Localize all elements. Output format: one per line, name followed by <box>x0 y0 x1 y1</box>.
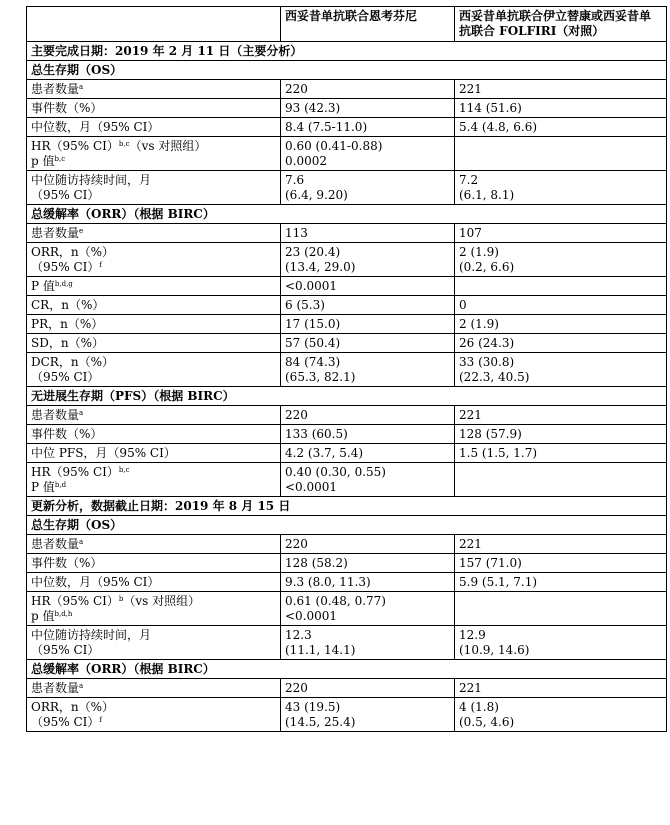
value-line: (6.1, 8.1) <box>459 188 515 202</box>
label-text: HR（95% CI） <box>31 465 119 479</box>
value-line: (22.3, 40.5) <box>459 370 530 384</box>
table-row <box>27 444 667 463</box>
label-text: 中位数，月（95% CI） <box>31 575 160 589</box>
row-label <box>27 626 281 660</box>
table-header-row <box>27 7 667 42</box>
label-line <box>31 317 276 332</box>
row-label <box>27 406 281 425</box>
row-label <box>27 277 281 296</box>
value-line: 0 <box>459 298 467 312</box>
value-line: 12.3 <box>285 628 312 642</box>
value-line: 221 <box>459 82 482 96</box>
footnote-marker: a <box>79 409 84 417</box>
label-text: p 值 <box>31 609 55 623</box>
label-line <box>31 173 276 188</box>
footnote-marker: a <box>79 538 84 546</box>
value-control <box>455 99 667 118</box>
label-text: SD，n（%） <box>31 336 104 350</box>
label-line <box>31 465 276 480</box>
section-row <box>27 660 667 679</box>
value-encorafenib-cetuximab <box>281 626 455 660</box>
row-label <box>27 80 281 99</box>
value-control <box>455 80 667 99</box>
value-encorafenib-cetuximab <box>281 425 455 444</box>
table-row <box>27 425 667 444</box>
table-row <box>27 118 667 137</box>
value-line: (0.5, 4.6) <box>459 715 515 729</box>
value-encorafenib-cetuximab <box>281 334 455 353</box>
value-line: 5.4 (4.8, 6.6) <box>459 120 538 134</box>
row-label <box>27 171 281 205</box>
label-line <box>31 700 276 715</box>
section-heading: 总缓解率（ORR）（根据 BIRC） <box>27 205 667 224</box>
footnote-marker: f <box>99 261 103 269</box>
value-line: (6.4, 9.20) <box>285 188 348 202</box>
value-line: 33 (30.8) <box>459 355 515 369</box>
value-encorafenib-cetuximab <box>281 80 455 99</box>
label-text: 中位 PFS，月（95% CI） <box>31 446 176 460</box>
value-control <box>455 315 667 334</box>
label-text: 事件数（%） <box>31 427 103 441</box>
table-row <box>27 626 667 660</box>
row-label <box>27 353 281 387</box>
value-encorafenib-cetuximab <box>281 99 455 118</box>
value-line: 5.9 (5.1, 7.1) <box>459 575 538 589</box>
value-line: 2 (1.9) <box>459 245 499 259</box>
efficacy-results-table <box>26 6 667 732</box>
table-row <box>27 554 667 573</box>
value-line: 133 (60.5) <box>285 427 348 441</box>
table-row <box>27 277 667 296</box>
footnote-marker: b,d <box>54 481 67 489</box>
label-line <box>31 120 276 135</box>
value-control <box>455 554 667 573</box>
label-line <box>31 715 276 730</box>
label-text: 患者数量 <box>31 681 80 695</box>
value-line: (0.2, 6.6) <box>459 260 515 274</box>
row-label <box>27 137 281 171</box>
label-line <box>31 408 276 423</box>
table-row <box>27 137 667 171</box>
label-line <box>31 594 276 609</box>
value-encorafenib-cetuximab <box>281 444 455 463</box>
label-line <box>31 628 276 643</box>
value-line: 1.5 (1.5, 1.7) <box>459 446 538 460</box>
header-col-control: 西妥昔单抗联合伊立替康或西妥昔单抗联合 FOLFIRI（对照） <box>455 7 667 42</box>
row-label <box>27 334 281 353</box>
value-line: <0.0001 <box>285 609 338 623</box>
value-line: 23 (20.4) <box>285 245 341 259</box>
section-row <box>27 42 667 61</box>
label-text: 中位数，月（95% CI） <box>31 120 160 134</box>
label-line <box>31 154 276 169</box>
footnote-marker: b <box>118 595 124 603</box>
value-line: (13.4, 29.0) <box>285 260 356 274</box>
row-label <box>27 224 281 243</box>
row-label <box>27 425 281 444</box>
table-row <box>27 334 667 353</box>
value-line: 2 (1.9) <box>459 317 499 331</box>
footnote-marker: f <box>99 716 103 724</box>
row-label <box>27 444 281 463</box>
footnote-marker: b,c <box>118 140 130 148</box>
row-label <box>27 463 281 497</box>
value-line: 7.6 <box>285 173 305 187</box>
table-row <box>27 171 667 205</box>
label-text: 患者数量 <box>31 82 80 96</box>
value-line: 0.0002 <box>285 154 327 168</box>
value-encorafenib-cetuximab <box>281 698 455 732</box>
label-text: HR（95% CI） <box>31 594 119 608</box>
label-line <box>31 260 276 275</box>
section-row <box>27 497 667 516</box>
section-heading: 更新分析，数据截止日期：2019 年 8 月 15 日 <box>27 497 667 516</box>
table-row <box>27 80 667 99</box>
value-encorafenib-cetuximab <box>281 277 455 296</box>
section-heading: 总缓解率（ORR）（根据 BIRC） <box>27 660 667 679</box>
label-text: 事件数（%） <box>31 101 103 115</box>
label-line <box>31 681 276 696</box>
table-row <box>27 698 667 732</box>
footnote-marker: b,d,h <box>54 610 73 618</box>
table-row <box>27 353 667 387</box>
label-line <box>31 279 276 294</box>
label-text: 患者数量 <box>31 408 80 422</box>
row-label <box>27 315 281 334</box>
value-line: 57 (50.4) <box>285 336 341 350</box>
label-line <box>31 537 276 552</box>
footnote-marker: a <box>79 83 84 91</box>
label-line <box>31 188 276 203</box>
table-row <box>27 99 667 118</box>
footnote-marker: b,d,g <box>54 280 73 288</box>
value-line: 9.3 (8.0, 11.3) <box>285 575 371 589</box>
value-control <box>455 406 667 425</box>
label-line <box>31 609 276 624</box>
value-encorafenib-cetuximab <box>281 535 455 554</box>
header-col-label <box>27 7 281 42</box>
label-line <box>31 226 276 241</box>
value-control <box>455 118 667 137</box>
value-line: 93 (42.3) <box>285 101 341 115</box>
table-row <box>27 224 667 243</box>
value-line: 221 <box>459 408 482 422</box>
value-control <box>455 573 667 592</box>
section-row <box>27 516 667 535</box>
value-control <box>455 679 667 698</box>
footnote-marker: b,c <box>118 466 130 474</box>
label-line <box>31 298 276 313</box>
label-line <box>31 139 276 154</box>
value-encorafenib-cetuximab <box>281 137 455 171</box>
value-line: 84 (74.3) <box>285 355 341 369</box>
value-encorafenib-cetuximab <box>281 224 455 243</box>
label-line <box>31 370 276 385</box>
value-line: 221 <box>459 681 482 695</box>
value-line: 0.61 (0.48, 0.77) <box>285 594 386 608</box>
label-line <box>31 336 276 351</box>
label-text: DCR，n（%） <box>31 355 114 369</box>
value-control <box>455 425 667 444</box>
table-row <box>27 679 667 698</box>
value-encorafenib-cetuximab <box>281 592 455 626</box>
value-control <box>455 224 667 243</box>
label-text: （vs 对照组） <box>123 594 201 608</box>
value-encorafenib-cetuximab <box>281 406 455 425</box>
label-text: （95% CI） <box>31 188 100 202</box>
label-line <box>31 446 276 461</box>
footnote-marker: b,c <box>54 155 66 163</box>
footnote-marker: e <box>79 227 84 235</box>
label-text: （vs 对照组） <box>129 139 207 153</box>
label-line <box>31 556 276 571</box>
value-line: 8.4 (7.5-11.0) <box>285 120 368 134</box>
label-text: CR，n（%） <box>31 298 105 312</box>
value-control <box>455 463 667 497</box>
value-encorafenib-cetuximab <box>281 463 455 497</box>
label-text: HR（95% CI） <box>31 139 119 153</box>
value-control <box>455 353 667 387</box>
row-label <box>27 592 281 626</box>
label-line <box>31 643 276 658</box>
value-line: <0.0001 <box>285 480 338 494</box>
value-line: 26 (24.3) <box>459 336 515 350</box>
row-label <box>27 535 281 554</box>
label-line <box>31 480 276 495</box>
value-line: (65.3, 82.1) <box>285 370 356 384</box>
value-control <box>455 171 667 205</box>
row-label <box>27 118 281 137</box>
value-line: 220 <box>285 82 308 96</box>
label-line <box>31 427 276 442</box>
label-text: 事件数（%） <box>31 556 103 570</box>
value-encorafenib-cetuximab <box>281 679 455 698</box>
label-text: （95% CI） <box>31 260 100 274</box>
row-label <box>27 554 281 573</box>
value-line: 6 (5.3) <box>285 298 325 312</box>
value-encorafenib-cetuximab <box>281 315 455 334</box>
table-row <box>27 573 667 592</box>
value-control <box>455 334 667 353</box>
value-line: 4 (1.8) <box>459 700 499 714</box>
value-encorafenib-cetuximab <box>281 554 455 573</box>
label-text: ORR，n（%） <box>31 245 115 259</box>
label-text: 中位随访持续时间，月 <box>31 173 152 187</box>
header-col-encorafenib-cetuximab: 西妥昔单抗联合恩考芬尼 <box>281 7 455 42</box>
table-row <box>27 592 667 626</box>
value-control <box>455 243 667 277</box>
table-row <box>27 296 667 315</box>
label-line <box>31 355 276 370</box>
section-heading: 无进展生存期（PFS）（根据 BIRC） <box>27 387 667 406</box>
value-line: (14.5, 25.4) <box>285 715 356 729</box>
value-line: 114 (51.6) <box>459 101 522 115</box>
section-heading: 总生存期（OS） <box>27 61 667 80</box>
value-line: 43 (19.5) <box>285 700 341 714</box>
value-line: 113 <box>285 226 308 240</box>
row-label <box>27 573 281 592</box>
label-line <box>31 575 276 590</box>
table-row <box>27 535 667 554</box>
label-text: P 值 <box>31 480 55 494</box>
section-heading: 主要完成日期：2019 年 2 月 11 日（主要分析） <box>27 42 667 61</box>
label-text: 患者数量 <box>31 537 80 551</box>
value-encorafenib-cetuximab <box>281 171 455 205</box>
value-line: 128 (57.9) <box>459 427 522 441</box>
value-line: 7.2 <box>459 173 479 187</box>
value-line: 128 (58.2) <box>285 556 348 570</box>
label-line <box>31 82 276 97</box>
label-text: （95% CI） <box>31 370 100 384</box>
footnote-marker: a <box>79 682 84 690</box>
value-line: <0.0001 <box>285 279 338 293</box>
value-line: (11.1, 14.1) <box>285 643 356 657</box>
value-encorafenib-cetuximab <box>281 573 455 592</box>
value-control <box>455 592 667 626</box>
label-text: P 值 <box>31 279 55 293</box>
value-line: 220 <box>285 408 308 422</box>
table-row <box>27 315 667 334</box>
value-control <box>455 535 667 554</box>
value-control <box>455 137 667 171</box>
value-line: 221 <box>459 537 482 551</box>
value-line: 0.60 (0.41-0.88) <box>285 139 383 153</box>
label-text: ORR，n（%） <box>31 700 115 714</box>
value-encorafenib-cetuximab <box>281 296 455 315</box>
value-line: 157 (71.0) <box>459 556 522 570</box>
section-row <box>27 205 667 224</box>
value-control <box>455 296 667 315</box>
table-row <box>27 243 667 277</box>
row-label <box>27 243 281 277</box>
value-line: 0.40 (0.30, 0.55) <box>285 465 386 479</box>
section-row <box>27 61 667 80</box>
value-control <box>455 698 667 732</box>
value-line: 220 <box>285 681 308 695</box>
value-control <box>455 277 667 296</box>
label-text: （95% CI） <box>31 715 100 729</box>
value-line: 220 <box>285 537 308 551</box>
row-label <box>27 296 281 315</box>
value-line: 4.2 (3.7, 5.4) <box>285 446 364 460</box>
section-heading: 总生存期（OS） <box>27 516 667 535</box>
row-label <box>27 698 281 732</box>
table-row <box>27 463 667 497</box>
value-line: 107 <box>459 226 482 240</box>
label-text: PR，n（%） <box>31 317 104 331</box>
label-text: p 值 <box>31 154 55 168</box>
row-label <box>27 679 281 698</box>
value-control <box>455 626 667 660</box>
table-row <box>27 406 667 425</box>
value-encorafenib-cetuximab <box>281 243 455 277</box>
value-line: 17 (15.0) <box>285 317 341 331</box>
label-text: 患者数量 <box>31 226 80 240</box>
value-encorafenib-cetuximab <box>281 118 455 137</box>
label-line <box>31 101 276 116</box>
value-encorafenib-cetuximab <box>281 353 455 387</box>
row-label <box>27 99 281 118</box>
label-line <box>31 245 276 260</box>
section-row <box>27 387 667 406</box>
label-text: 中位随访持续时间，月 <box>31 628 152 642</box>
value-line: 12.9 <box>459 628 486 642</box>
label-text: （95% CI） <box>31 643 100 657</box>
value-line: (10.9, 14.6) <box>459 643 530 657</box>
value-control <box>455 444 667 463</box>
